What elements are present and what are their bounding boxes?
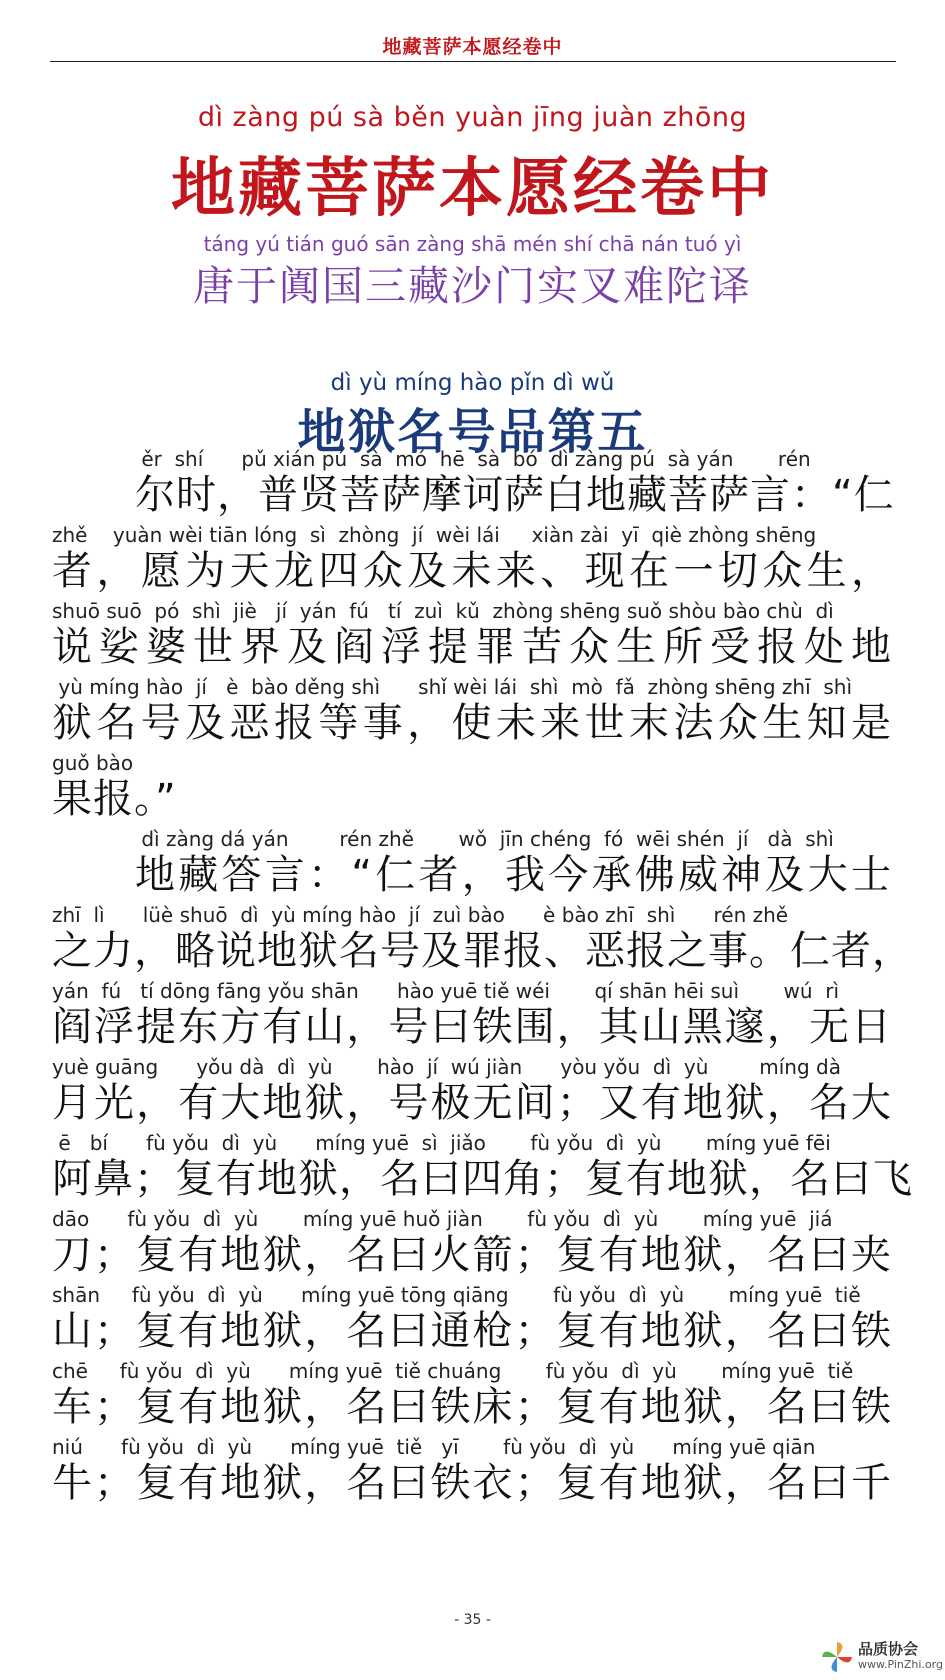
pinwheel-logo-icon bbox=[818, 1640, 856, 1674]
watermark bbox=[818, 1638, 943, 1676]
line-pinyin: shuō suō pó shì jiè jí yán fú tí zuì kǔ zhòng shēng suǒ shòu bào chù dì bbox=[52, 599, 834, 623]
line-pinyin: niú fù yǒu dì yù míng yuē tiě yī fù yǒu dì yù míng yuē qiān bbox=[52, 1435, 816, 1459]
text-line bbox=[52, 1055, 892, 1127]
line-pinyin: guǒ bào bbox=[52, 751, 134, 775]
line-text: 牛；复有地狱，名曰铁衣；复有地狱，名曰千 bbox=[52, 1460, 892, 1506]
line-pinyin: yuè guāng yǒu dà dì yù hào jí wú jiàn yòu yǒu dì yù míng dà bbox=[52, 1055, 841, 1079]
text-line bbox=[52, 1359, 892, 1431]
line-pinyin: ē bí fù yǒu dì yù míng yuē sì jiǎo fù yǒu dì yù míng yuē fēi bbox=[52, 1131, 831, 1155]
line-text: 尔时，普贤菩萨摩诃萨白地藏菩萨言：“仁 bbox=[135, 472, 895, 518]
text-line bbox=[135, 447, 895, 519]
line-pinyin: zhī lì lüè shuō dì yù míng hào jí zuì bào è bào zhī shì rén zhě bbox=[52, 903, 789, 927]
line-pinyin: shān fù yǒu dì yù míng yuē tōng qiāng fù yǒu dì yù míng yuē tiě bbox=[52, 1283, 861, 1307]
line-pinyin: zhě yuàn wèi tiān lóng sì zhòng jí wèi lái xiàn zài yī qiè zhòng shēng bbox=[52, 523, 817, 547]
line-pinyin: chē fù yǒu dì yù míng yuē tiě chuáng fù yǒu dì yù míng yuē tiě bbox=[52, 1359, 854, 1383]
running-header: 地藏菩萨本愿经卷中 bbox=[382, 36, 563, 58]
chapter-title: 地狱名号品第五 bbox=[297, 404, 648, 460]
watermark-url: www.PinZhi.org bbox=[858, 1658, 943, 1671]
line-text: 阿鼻；复有地狱，名曰四角；复有地狱，名曰飞 bbox=[52, 1156, 913, 1202]
line-text: 说娑婆世界及阎浮提罪苦众生所受报处地 bbox=[52, 624, 892, 670]
text-line bbox=[52, 599, 892, 671]
line-pinyin: yù míng hào jí è bào děng shì shǐ wèi lái shì mò fǎ zhòng shēng zhī shì bbox=[52, 675, 852, 699]
line-pinyin: dāo fù yǒu dì yù míng yuē huǒ jiàn fù yǒu dì yù míng yuē jiá bbox=[52, 1207, 833, 1231]
text-line bbox=[52, 1435, 892, 1507]
translator-pinyin: táng yú tián guó sān zàng shā mén shí chā nán tuó yì bbox=[203, 232, 742, 256]
line-text: 车；复有地狱，名曰铁床；复有地狱，名曰铁 bbox=[52, 1384, 892, 1430]
line-text: 山；复有地狱，名曰通枪；复有地狱，名曰铁 bbox=[52, 1308, 892, 1354]
line-pinyin: dì zàng dá yán rén zhě wǒ jīn chéng fó wēi shén jí dà shì bbox=[135, 827, 834, 851]
line-text: 者，愿为天龙四众及未来、现在一切众生， bbox=[52, 548, 892, 594]
header-divider bbox=[50, 61, 896, 62]
line-text: 地藏答言：“仁者，我今承佛威神及大士 bbox=[135, 852, 892, 898]
line-text: 狱名号及恶报等事，使未来世末法众生知是 bbox=[52, 700, 892, 746]
watermark-name: 品质协会 bbox=[858, 1640, 919, 1658]
line-pinyin: yán fú tí dōng fāng yǒu shān hào yuē tiě wéi qí shān hēi suì wú rì bbox=[52, 979, 840, 1003]
line-text: 刀；复有地狱，名曰火箭；复有地狱，名曰夹 bbox=[52, 1232, 892, 1278]
line-text: 果报。” bbox=[52, 776, 177, 822]
book-title: 地藏菩萨本愿经卷中 bbox=[171, 151, 774, 226]
line-text: 月光，有大地狱，号极无间；又有地狱，名大 bbox=[52, 1080, 892, 1126]
text-line bbox=[52, 523, 892, 595]
text-line bbox=[52, 1283, 892, 1355]
text-line bbox=[52, 903, 913, 975]
text-line bbox=[52, 675, 892, 747]
line-text: 阎浮提东方有山，号曰铁围，其山黑邃，无日 bbox=[52, 1004, 892, 1050]
text-line bbox=[52, 751, 892, 823]
text-line bbox=[52, 979, 892, 1051]
text-line bbox=[52, 1131, 913, 1203]
line-text: 之力，略说地狱名号及罪报、恶报之事。仁者， bbox=[52, 928, 913, 974]
text-line bbox=[135, 827, 892, 899]
text-line bbox=[52, 1207, 892, 1279]
page-number: - 35 - bbox=[454, 1612, 491, 1628]
chapter-pinyin: dì yù míng hào pǐn dì wǔ bbox=[330, 370, 615, 396]
translator-credit: 唐于阗国三藏沙门实叉难陀译 bbox=[193, 262, 752, 310]
title-pinyin: dì zàng pú sà běn yuàn jīng juàn zhōng bbox=[197, 102, 748, 133]
line-pinyin: ěr shí pǔ xián pú sà mó hē sà bó dì zàng pú sà yán rén bbox=[135, 447, 811, 471]
